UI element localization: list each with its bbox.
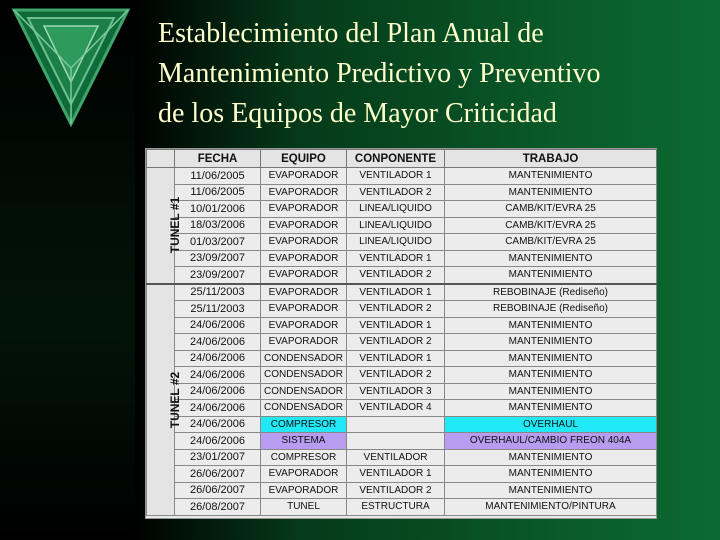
- group1-label-cell: [147, 168, 183, 284]
- cell-fecha: 24/06/2006: [175, 367, 261, 384]
- cell-equipo: TUNEL: [261, 499, 347, 516]
- cell-trabajo: MANTENIMIENTO: [445, 482, 657, 499]
- cell-componente: VENTILADOR 2: [347, 482, 445, 499]
- cell-fecha: 10/01/2006: [175, 201, 261, 218]
- table-row: [147, 201, 657, 218]
- cell-fecha: 26/08/2007: [175, 499, 261, 516]
- cell-fecha: 11/06/2005: [175, 168, 261, 185]
- slide-title: [158, 14, 698, 134]
- cell-componente: VENTILADOR 2: [347, 184, 445, 201]
- table-row: [147, 367, 657, 384]
- cell-trabajo: MANTENIMIENTO: [445, 367, 657, 384]
- cell-componente: VENTILADOR 2: [347, 334, 445, 351]
- cell-equipo: EVAPORADOR: [261, 168, 347, 185]
- cell-equipo: EVAPORADOR: [261, 184, 347, 201]
- cell-trabajo: MANTENIMIENTO: [445, 334, 657, 351]
- table-row: [147, 449, 657, 466]
- cell-trabajo: MANTENIMIENTO: [445, 400, 657, 417]
- cell-componente: VENTILADOR 1: [347, 317, 445, 334]
- cell-trabajo: MANTENIMIENTO: [445, 383, 657, 400]
- cell-fecha: 23/01/2007: [175, 449, 261, 466]
- cell-componente: VENTILADOR 2: [347, 267, 445, 284]
- cell-fecha: 26/06/2007: [175, 466, 261, 483]
- cell-fecha: 25/11/2003: [175, 284, 261, 301]
- table-row: [147, 301, 657, 318]
- table-header-row: [147, 150, 657, 168]
- table-row: [147, 234, 657, 251]
- table-row: [147, 466, 657, 483]
- triangle-logo-icon: [10, 4, 132, 128]
- cell-equipo: EVAPORADOR: [261, 284, 347, 301]
- cell-trabajo: MANTENIMIENTO: [445, 466, 657, 483]
- title-line-3: de los Equipos de Mayor Criticidad: [158, 98, 557, 129]
- maintenance-table-container: [145, 148, 657, 519]
- cell-equipo: EVAPORADOR: [261, 201, 347, 218]
- table-row: [147, 334, 657, 351]
- cell-equipo: CONDENSADOR: [261, 367, 347, 384]
- cell-fecha: 23/09/2007: [175, 250, 261, 267]
- cell-componente: VENTILADOR 1: [347, 284, 445, 301]
- cell-fecha: 18/03/2006: [175, 217, 261, 234]
- cell-equipo: EVAPORADOR: [261, 482, 347, 499]
- table-row: [147, 383, 657, 400]
- cell-componente: VENTILADOR 2: [347, 367, 445, 384]
- cell-fecha: 24/06/2006: [175, 383, 261, 400]
- cell-trabajo: MANTENIMIENTO: [445, 449, 657, 466]
- cell-fecha: 24/06/2006: [175, 350, 261, 367]
- cell-trabajo: CAMB/KIT/EVRA 25: [445, 201, 657, 218]
- cell-fecha: 24/06/2006: [175, 334, 261, 351]
- cell-componente: VENTILADOR 3: [347, 383, 445, 400]
- table-row: [147, 499, 657, 516]
- cell-componente: ESTRUCTURA: [347, 499, 445, 516]
- cell-equipo: SISTEMA: [261, 433, 347, 450]
- cell-trabajo: CAMB/KIT/EVRA 25: [445, 234, 657, 251]
- table-row: [147, 416, 657, 433]
- table-row: [147, 168, 657, 185]
- table-row: [147, 184, 657, 201]
- table-row: [147, 350, 657, 367]
- cell-fecha: 24/06/2006: [175, 317, 261, 334]
- cell-fecha: 01/03/2007: [175, 234, 261, 251]
- cell-componente: VENTILADOR 1: [347, 466, 445, 483]
- cell-trabajo: MANTENIMIENTO: [445, 250, 657, 267]
- cell-fecha: 24/06/2006: [175, 433, 261, 450]
- cell-componente: LINEA/LIQUIDO: [347, 217, 445, 234]
- cell-equipo: CONDENSADOR: [261, 383, 347, 400]
- cell-equipo: EVAPORADOR: [261, 466, 347, 483]
- cell-equipo: EVAPORADOR: [261, 217, 347, 234]
- header-equipo: EQUIPO: [261, 150, 347, 168]
- group1-label: TUNEL #1: [168, 197, 183, 254]
- header-group-cell: [147, 150, 175, 168]
- cell-fecha: 24/06/2006: [175, 416, 261, 433]
- cell-componente: VENTILADOR 1: [347, 350, 445, 367]
- cell-trabajo: MANTENIMIENTO: [445, 317, 657, 334]
- cell-equipo: COMPRESOR: [261, 449, 347, 466]
- table-row: [147, 284, 657, 301]
- table-row: [147, 317, 657, 334]
- cell-equipo: CONDENSADOR: [261, 400, 347, 417]
- cell-equipo: EVAPORADOR: [261, 234, 347, 251]
- cell-equipo: CONDENSADOR: [261, 350, 347, 367]
- cell-componente: LINEA/LIQUIDO: [347, 201, 445, 218]
- header-fecha: FECHA: [175, 150, 261, 168]
- maintenance-table: [146, 149, 657, 516]
- cell-equipo: COMPRESOR: [261, 416, 347, 433]
- cell-fecha: 25/11/2003: [175, 301, 261, 318]
- cell-trabajo: MANTENIMIENTO: [445, 267, 657, 284]
- title-line-1: Establecimiento del Plan Anual de: [158, 18, 544, 49]
- cell-trabajo: CAMB/KIT/EVRA 25: [445, 217, 657, 234]
- table-row: [147, 217, 657, 234]
- cell-componente: VENTILADOR 4: [347, 400, 445, 417]
- cell-trabajo: OVERHAUL/CAMBIO FREON 404A: [445, 433, 657, 450]
- table-row: [147, 400, 657, 417]
- cell-componente: VENTILADOR: [347, 449, 445, 466]
- group2-label-cell: [147, 284, 183, 516]
- table-row: [147, 433, 657, 450]
- cell-componente: VENTILADOR 1: [347, 250, 445, 267]
- cell-trabajo: MANTENIMIENTO: [445, 350, 657, 367]
- table-row: [147, 482, 657, 499]
- cell-componente: VENTILADOR 1: [347, 168, 445, 185]
- group2-label: TUNEL #2: [168, 371, 183, 428]
- cell-fecha: 26/06/2007: [175, 482, 261, 499]
- cell-trabajo: MANTENIMIENTO/PINTURA: [445, 499, 657, 516]
- cell-trabajo: REBOBINAJE (Rediseño): [445, 301, 657, 318]
- cell-trabajo: REBOBINAJE (Rediseño): [445, 284, 657, 301]
- cell-componente: VENTILADOR 2: [347, 301, 445, 318]
- cell-equipo: EVAPORADOR: [261, 317, 347, 334]
- header-trabajo: TRABAJO: [445, 150, 657, 168]
- cell-componente: LINEA/LIQUIDO: [347, 234, 445, 251]
- cell-trabajo: MANTENIMIENTO: [445, 184, 657, 201]
- cell-fecha: 24/06/2006: [175, 400, 261, 417]
- table-body: [147, 168, 657, 516]
- header-componente: CONPONENTE: [347, 150, 445, 168]
- cell-componente: [347, 416, 445, 433]
- cell-trabajo: OVERHAUL: [445, 416, 657, 433]
- cell-fecha: 11/06/2005: [175, 184, 261, 201]
- title-line-2: Mantenimiento Predictivo y Preventivo: [158, 58, 601, 89]
- cell-equipo: EVAPORADOR: [261, 301, 347, 318]
- table-row: [147, 250, 657, 267]
- cell-equipo: EVAPORADOR: [261, 267, 347, 284]
- cell-trabajo: MANTENIMIENTO: [445, 168, 657, 185]
- cell-equipo: EVAPORADOR: [261, 250, 347, 267]
- cell-componente: [347, 433, 445, 450]
- table-row: [147, 267, 657, 284]
- cell-equipo: EVAPORADOR: [261, 334, 347, 351]
- cell-fecha: 23/09/2007: [175, 267, 261, 284]
